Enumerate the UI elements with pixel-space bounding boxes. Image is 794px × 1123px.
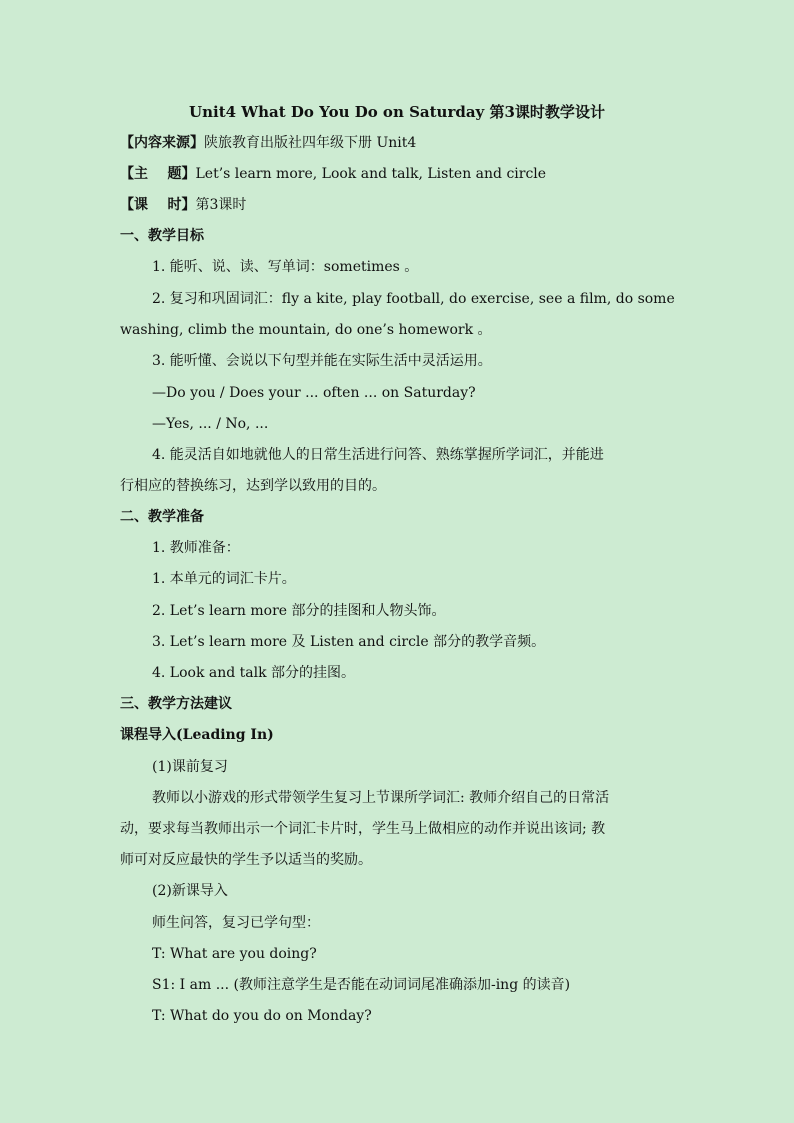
section-heading-goals: 一、教学目标	[120, 228, 204, 244]
prep-item: 4. Look and talk 部分的挂图。	[152, 665, 356, 681]
prep-item: 1. 教师准备：	[152, 540, 240, 556]
section-heading-preparation: 二、教学准备	[120, 509, 204, 525]
meta-period-value: 第3课时	[195, 197, 247, 213]
method-paragraph-continued: 师可对反应最快的学生予以适当的奖励。	[120, 852, 372, 868]
method-item: (2)新课导入	[152, 883, 228, 899]
dialogue-line: S1: I am ... (教师注意学生是否能在动词词尾准确添加-ing 的读音)	[152, 977, 571, 993]
goal-item: 3. 能听懂、会说以下句型并能在实际生活中灵活运用。	[152, 353, 492, 369]
dialogue-line: T: What do you do on Monday?	[152, 1008, 372, 1024]
goal-item: 1. 能听、说、读、写单词：sometimes 。	[152, 259, 419, 275]
meta-topic	[120, 164, 680, 184]
method-item: (1)课前复习	[152, 759, 228, 775]
prep-item: 1. 本单元的词汇卡片。	[152, 571, 296, 587]
section-heading-methods: 三、教学方法建议	[120, 696, 232, 712]
meta-topic-label: 【主 题】	[120, 166, 196, 182]
method-paragraph-continued: 动，要求每当教师出示一个词汇卡片时，学生马上做相应的动作并说出该词; 教	[120, 821, 606, 837]
meta-source-label: 【内容来源】	[120, 135, 204, 151]
page-title: Unit4 What Do You Do on Saturday 第3课时教学设计	[189, 103, 605, 121]
meta-period-label: 【课 时】	[120, 197, 196, 213]
meta-period	[120, 195, 680, 215]
dialogue-line: T: What are you doing?	[152, 946, 317, 962]
method-paragraph: 教师以小游戏的形式带领学生复习上节课所学词汇: 教师介绍自己的日常活	[152, 790, 610, 806]
meta-source-value: 陕旅教育出版社四年级下册 Unit4	[204, 135, 417, 151]
goal-item-continued: washing, climb the mountain, do one’s homework 。	[120, 322, 492, 338]
method-paragraph: 师生问答，复习已学句型：	[152, 915, 320, 931]
goal-item: 4. 能灵活自如地就他人的日常生活进行问答、熟练掌握所学词汇，并能进	[152, 447, 604, 463]
meta-source	[120, 133, 680, 153]
subsection-heading: 课程导入(Leading In)	[120, 727, 274, 743]
goal-item: 2. 复习和巩固词汇：fly a kite, play football, do exercise, see a film, do some	[152, 291, 675, 307]
prep-item: 2. Let’s learn more 部分的挂图和人物头饰。	[152, 603, 446, 619]
goal-sentence: —Do you / Does your ... often ... on Saturday?	[152, 385, 476, 401]
goal-sentence: —Yes, ... / No, ...	[152, 416, 269, 432]
goal-item-continued: 行相应的替换练习，达到学以致用的目的。	[120, 478, 386, 494]
prep-item: 3. Let’s learn more 及 Listen and circle 部分的教学音频。	[152, 634, 546, 650]
meta-topic-value: Let’s learn more, Look and talk, Listen and circle	[195, 166, 547, 182]
